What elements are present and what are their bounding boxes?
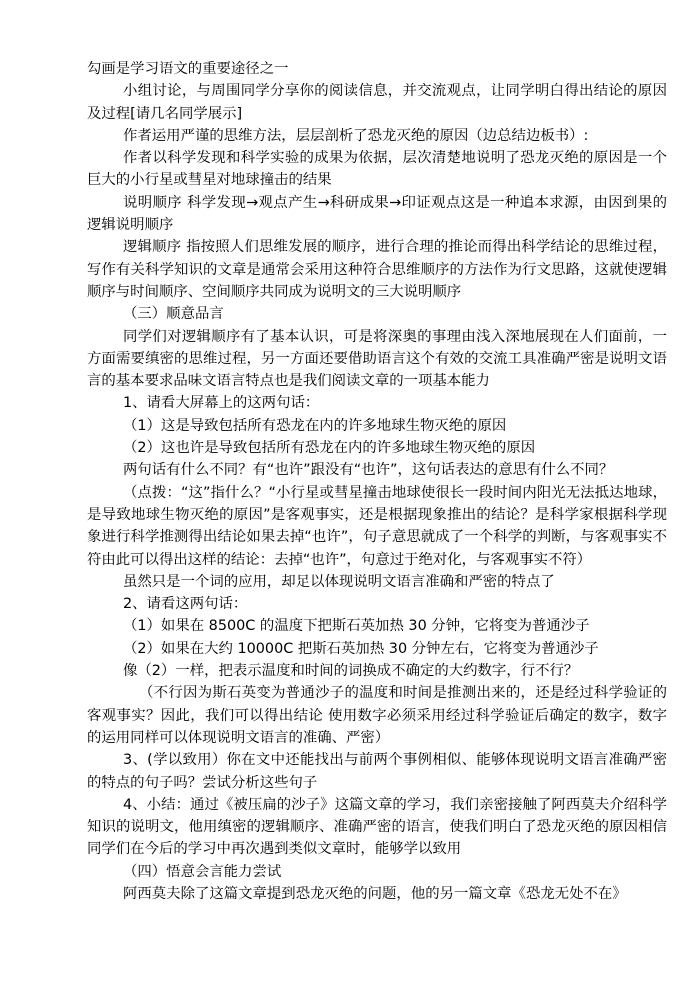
paragraph: 逻辑顺序 指按照人们思维发展的顺序，进行合理的推论而得出科学结论的思维过程，写作有关科学知识的文章是通常会采用这种符合思维顺序的方法作为行文思路，这就使逻辑顺序与时间顺序、空间顺序共同成为说明文的三大说明顺序 [87, 239, 667, 300]
document-page [87, 58, 667, 905]
paragraph: 像（2）一样，把表示温度和时间的词换成不确定的大约数字，行不行？ [123, 663, 579, 680]
paragraph: （不行因为斯石英变为普通沙子的温度和时间是推测出来的，还是经过科学验证的客观事实？因此，我们可以得出结论 使用数字必须采用经过科学验证后确定的数字，数字的运用同样可以体现说明文语言的准确、严密） [87, 685, 667, 746]
paragraph: 作者运用严谨的思维方法，层层剖析了恐龙灭绝的原因（边总结边板书）: [123, 127, 589, 144]
paragraph: 作者以科学发现和科学实验的成果为依据，层次清楚地说明了恐龙灭绝的原因是一个巨大的小行星或彗星对地球撞击的结果 [87, 150, 667, 189]
paragraph: 小组讨论，与周围同学分享你的阅读信息，并交流观点，让同学明白得出结论的原因及过程[请几名同学展示] [87, 83, 667, 122]
example-sentence: （1）这是导致包括所有恐龙在内的许多地球生物灭绝的原因 [123, 417, 507, 434]
paragraph: 勾画是学习语文的重要途径之一 [87, 61, 289, 77]
list-item: 2、请看这两句话： [123, 596, 248, 613]
paragraph: 同学们对逻辑顺序有了基本认识，可是将深奥的事理由浅入深地展现在人们面前，一方面需要缜密的思维过程，另一方面还要借助语言这个有效的交流工具准确严密是说明文语言的基本要求品味文语言特点也是我们阅读文章的一项基本能力 [87, 328, 667, 390]
example-sentence: （1）如果在 8500C 的温度下把斯石英加热 30 分钟，它将变为普通沙子 [123, 618, 590, 635]
paragraph: 说明顺序 科学发现→观点产生→科研成果→印证观点这是一种追本求源，由因到果的逻辑说明顺序 [87, 194, 667, 234]
section-heading: （四）悟意会言能力尝试 [123, 863, 282, 880]
example-sentence: （2）如果在大约 10000C 把斯石英加热 30 分钟左右，它将变为普通沙子 [123, 640, 599, 657]
list-item: 4、小结：通过《被压扁的沙子》这篇文章的学习，我们亲密接触了阿西莫夫介绍科学知识的说明文，他用缜密的逻辑顺序、准确严密的语言，使我们明白了恐龙灭绝的原因相信同学们在今后的学习中再次遇到类似文章时，能够学以致用 [87, 796, 667, 858]
paragraph: 两句话有什么不同？有“也许”跟没有“也许”，这句话表达的意思有什么不同？ [123, 462, 614, 479]
paragraph: （点拨：“这”指什么？“小行星或彗星撞击地球使很长一段时间内阳光无法抵达地球，是导致地球生物灭绝的原因”是客观事实，还是根据现象推出的结论？是科学家根据科学现象进行科学推测得出结论如果去掉“也许”，句子意思就成了一个科学的判断，与客观事实不符由此可以得出这样的结论：去掉“也许”，句意过于绝对化，与客观事实不符） [87, 484, 667, 568]
list-item: 3、(学以致用）你在文中还能找出与前两个事例相似、能够体现说明文语言准确严密的特点的句子吗？尝试分析这些句子 [87, 752, 667, 791]
paragraph: 阿西莫夫除了这篇文章提到恐龙灭绝的问题，他的另一篇文章《恐龙无处不在》 [123, 885, 627, 902]
paragraph: 虽然只是一个词的应用，却足以体现说明文语言准确和严密的特点了 [123, 573, 555, 590]
example-sentence: （2）这也许是导致包括所有恐龙在内的许多地球生物灭绝的原因 [123, 440, 536, 457]
list-item: 1、请看大屏幕上的这两句话： [123, 395, 320, 412]
section-heading: （三）顺意品言 [123, 306, 224, 323]
